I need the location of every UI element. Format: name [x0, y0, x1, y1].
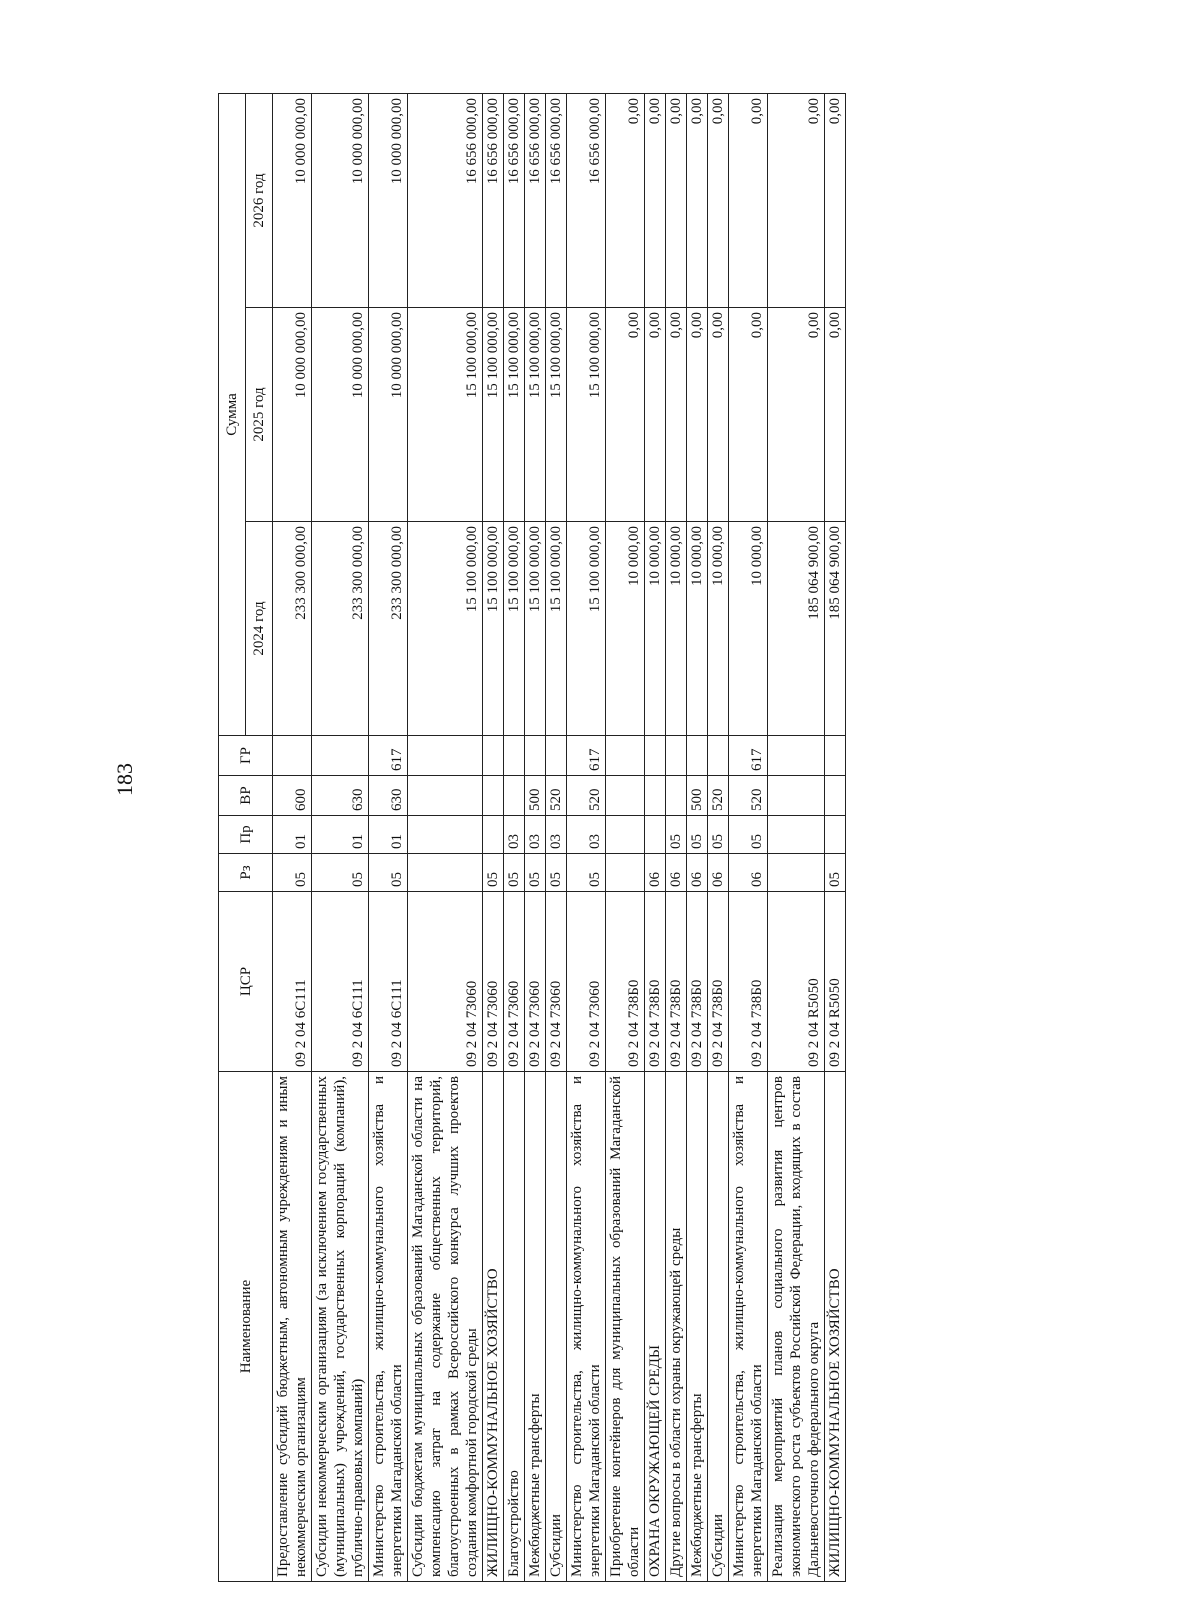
cell-sum-2025: 0,00: [825, 308, 846, 522]
cell-gr: [666, 736, 687, 776]
cell-sum-2026: 10 000 000,00: [273, 93, 312, 307]
cell-csr: 09 2 04 73060: [483, 892, 504, 1072]
cell-sum-2024: 185 064 900,00: [825, 522, 846, 736]
cell-vr: 520: [729, 776, 768, 816]
cell-sum-2024: 10 000,00: [606, 522, 645, 736]
table-row: [312, 93, 369, 1581]
cell-sum-2024: 10 000,00: [708, 522, 729, 736]
cell-sum-2025: 0,00: [768, 308, 825, 522]
cell-csr: 09 2 04 R5050: [768, 892, 825, 1072]
cell-sum-2026: 0,00: [666, 93, 687, 307]
cell-sum-2024: 185 064 900,00: [768, 522, 825, 736]
cell-sum-2026: 0,00: [825, 93, 846, 307]
cell-name: Министерство строительства, жилищно-коммунального хозяйства и энергетики Магаданской области: [567, 1072, 606, 1582]
cell-pr: [825, 816, 846, 854]
cell-csr: 09 2 04 73060: [546, 892, 567, 1072]
cell-name: Межбюджетные трансферты: [687, 1072, 708, 1582]
cell-pr: 03: [567, 816, 606, 854]
cell-sum-2024: 10 000,00: [645, 522, 666, 736]
cell-csr: 09 2 04 738Б0: [708, 892, 729, 1072]
cell-vr: [666, 776, 687, 816]
cell-vr: 500: [687, 776, 708, 816]
cell-rz: 06: [729, 854, 768, 892]
cell-sum-2026: 10 000 000,00: [312, 93, 369, 307]
cell-sum-2024: 15 100 000,00: [567, 522, 606, 736]
cell-csr: 09 2 04 73060: [525, 892, 546, 1072]
cell-rz: 05: [483, 854, 504, 892]
cell-sum-2026: 16 656 000,00: [504, 93, 525, 307]
cell-gr: [525, 736, 546, 776]
cell-sum-2024: 233 300 000,00: [312, 522, 369, 736]
cell-sum-2025: 15 100 000,00: [504, 308, 525, 522]
table-row: [546, 93, 567, 1581]
cell-pr: 05: [666, 816, 687, 854]
cell-pr: 03: [546, 816, 567, 854]
cell-sum-2026: 16 656 000,00: [483, 93, 504, 307]
header-rz: Рз: [219, 854, 273, 892]
cell-pr: 05: [687, 816, 708, 854]
cell-rz: 05: [546, 854, 567, 892]
table-row: [729, 93, 768, 1581]
cell-name: ЖИЛИЩНО-КОММУНАЛЬНОЕ ХОЗЯЙСТВО: [483, 1072, 504, 1582]
header-row: [219, 93, 246, 1581]
cell-rz: 05: [825, 854, 846, 892]
table-body: [273, 93, 846, 1581]
cell-pr: [645, 816, 666, 854]
cell-csr: 09 2 04 6С111: [312, 892, 369, 1072]
cell-vr: 520: [567, 776, 606, 816]
cell-csr: 09 2 04 738Б0: [729, 892, 768, 1072]
cell-name: Министерство строительства, жилищно-коммунального хозяйства и энергетики Магаданской области: [729, 1072, 768, 1582]
cell-vr: 630: [369, 776, 408, 816]
cell-sum-2026: 10 000 000,00: [369, 93, 408, 307]
header-vr: ВР: [219, 776, 273, 816]
cell-gr: 617: [369, 736, 408, 776]
cell-gr: [606, 736, 645, 776]
table-row: [483, 93, 504, 1581]
cell-name: Другие вопросы в области охраны окружающей среды: [666, 1072, 687, 1582]
cell-gr: [687, 736, 708, 776]
cell-sum-2026: 16 656 000,00: [546, 93, 567, 307]
page-number: 183: [112, 763, 137, 796]
cell-sum-2025: 15 100 000,00: [408, 308, 483, 522]
cell-name: Субсидии: [708, 1072, 729, 1582]
cell-name: Субсидии некоммерческим организациям (за исключением государственных (муниципальных) учреждений, государственных корпораций (компаний), публично-правовых компаний): [312, 1072, 369, 1582]
cell-pr: 01: [273, 816, 312, 854]
header-csr: ЦСР: [219, 892, 273, 1072]
cell-pr: [483, 816, 504, 854]
cell-csr: 09 2 04 73060: [408, 892, 483, 1072]
table-row: [606, 93, 645, 1581]
cell-sum-2025: 15 100 000,00: [483, 308, 504, 522]
cell-sum-2024: 15 100 000,00: [504, 522, 525, 736]
header-2024: 2024 год: [246, 522, 273, 736]
cell-sum-2026: 0,00: [606, 93, 645, 307]
cell-vr: [504, 776, 525, 816]
cell-csr: 09 2 04 738Б0: [687, 892, 708, 1072]
cell-sum-2026: 0,00: [645, 93, 666, 307]
cell-sum-2026: 0,00: [768, 93, 825, 307]
cell-pr: 03: [504, 816, 525, 854]
cell-name: Межбюджетные трансферты: [525, 1072, 546, 1582]
header-2026: 2026 год: [246, 93, 273, 307]
cell-sum-2024: 233 300 000,00: [273, 522, 312, 736]
cell-csr: 09 2 04 6С111: [369, 892, 408, 1072]
cell-sum-2025: 0,00: [666, 308, 687, 522]
cell-csr: 09 2 04 73060: [504, 892, 525, 1072]
cell-sum-2024: 10 000,00: [729, 522, 768, 736]
cell-gr: [645, 736, 666, 776]
table-row: [645, 93, 666, 1581]
cell-rz: 06: [645, 854, 666, 892]
cell-sum-2025: 10 000 000,00: [312, 308, 369, 522]
cell-pr: [768, 816, 825, 854]
cell-name: Приобретение контейнеров для муниципальных образований Магаданской области: [606, 1072, 645, 1582]
cell-pr: 05: [729, 816, 768, 854]
table-row: [408, 93, 483, 1581]
cell-gr: [708, 736, 729, 776]
cell-name: Субсидии бюджетам муниципальных образований Магаданской области на компенсацию затрат на содержание общественных территорий, благоустроенных в рамках Всероссийского конкурса лучших проектов создания комфортной городской среды: [408, 1072, 483, 1582]
cell-sum-2024: 233 300 000,00: [369, 522, 408, 736]
header-2025: 2025 год: [246, 308, 273, 522]
cell-vr: 600: [273, 776, 312, 816]
cell-sum-2025: 0,00: [729, 308, 768, 522]
cell-sum-2026: 16 656 000,00: [567, 93, 606, 307]
table-row: [687, 93, 708, 1581]
cell-name: ЖИЛИЩНО-КОММУНАЛЬНОЕ ХОЗЯЙСТВО: [825, 1072, 846, 1582]
cell-gr: [546, 736, 567, 776]
cell-vr: 520: [546, 776, 567, 816]
cell-csr: 09 2 04 6С111: [273, 892, 312, 1072]
cell-sum-2024: 15 100 000,00: [525, 522, 546, 736]
cell-csr: 09 2 04 738Б0: [666, 892, 687, 1072]
table-row: [825, 93, 846, 1581]
cell-vr: [408, 776, 483, 816]
cell-name: Министерство строительства, жилищно-коммунального хозяйства и энергетики Магаданской области: [369, 1072, 408, 1582]
table-row: [525, 93, 546, 1581]
cell-gr: 617: [729, 736, 768, 776]
cell-gr: 617: [567, 736, 606, 776]
cell-sum-2025: 0,00: [708, 308, 729, 522]
cell-rz: [606, 854, 645, 892]
cell-gr: [504, 736, 525, 776]
cell-rz: [408, 854, 483, 892]
cell-rz: 05: [567, 854, 606, 892]
rotated-page-content: [218, 94, 1128, 1582]
cell-vr: [825, 776, 846, 816]
cell-gr: [312, 736, 369, 776]
cell-vr: 520: [708, 776, 729, 816]
cell-gr: [408, 736, 483, 776]
cell-sum-2025: 0,00: [687, 308, 708, 522]
cell-sum-2024: 15 100 000,00: [408, 522, 483, 736]
cell-sum-2026: 0,00: [729, 93, 768, 307]
cell-sum-2025: 0,00: [645, 308, 666, 522]
table-row: [666, 93, 687, 1581]
cell-sum-2024: 10 000,00: [666, 522, 687, 736]
table-row: [369, 93, 408, 1581]
cell-rz: 05: [525, 854, 546, 892]
cell-rz: 05: [273, 854, 312, 892]
cell-sum-2026: 0,00: [708, 93, 729, 307]
cell-csr: 09 2 04 738Б0: [606, 892, 645, 1072]
header-gr: ГР: [219, 736, 273, 776]
table-row: [504, 93, 525, 1581]
cell-vr: [768, 776, 825, 816]
cell-rz: 05: [504, 854, 525, 892]
cell-pr: 03: [525, 816, 546, 854]
budget-table: [218, 93, 846, 1582]
cell-gr: [273, 736, 312, 776]
cell-gr: [768, 736, 825, 776]
cell-sum-2026: 16 656 000,00: [408, 93, 483, 307]
cell-name: Субсидии: [546, 1072, 567, 1582]
cell-vr: 500: [525, 776, 546, 816]
cell-pr: 01: [369, 816, 408, 854]
cell-rz: 05: [369, 854, 408, 892]
header-pr: Пр: [219, 816, 273, 854]
cell-name: Предоставление субсидий бюджетным, автономным учреждениям и иным некоммерческим организациям: [273, 1072, 312, 1582]
table-row: [567, 93, 606, 1581]
cell-sum-2025: 10 000 000,00: [273, 308, 312, 522]
cell-rz: 06: [666, 854, 687, 892]
cell-sum-2025: 10 000 000,00: [369, 308, 408, 522]
cell-vr: [606, 776, 645, 816]
cell-sum-2024: 15 100 000,00: [546, 522, 567, 736]
table-row: [273, 93, 312, 1581]
cell-rz: 05: [312, 854, 369, 892]
cell-sum-2025: 15 100 000,00: [546, 308, 567, 522]
cell-csr: 09 2 04 73060: [567, 892, 606, 1072]
cell-rz: 06: [687, 854, 708, 892]
cell-sum-2025: 15 100 000,00: [567, 308, 606, 522]
header-name: Наименование: [219, 1072, 273, 1582]
cell-sum-2024: 15 100 000,00: [483, 522, 504, 736]
cell-name: Благоустройство: [504, 1072, 525, 1582]
cell-vr: [645, 776, 666, 816]
cell-csr: 09 2 04 R5050: [825, 892, 846, 1072]
cell-vr: 630: [312, 776, 369, 816]
cell-pr: 01: [312, 816, 369, 854]
cell-pr: [408, 816, 483, 854]
cell-pr: [606, 816, 645, 854]
cell-rz: 06: [708, 854, 729, 892]
cell-sum-2026: 16 656 000,00: [525, 93, 546, 307]
cell-gr: [825, 736, 846, 776]
cell-sum-2026: 0,00: [687, 93, 708, 307]
cell-name: Реализация мероприятий планов социального развития центров экономического роста субъектов Российской Федерации, входящих в состав Дальневосточного федерального округа: [768, 1072, 825, 1582]
cell-gr: [483, 736, 504, 776]
cell-pr: 05: [708, 816, 729, 854]
cell-rz: [768, 854, 825, 892]
cell-sum-2024: 10 000,00: [687, 522, 708, 736]
cell-csr: 09 2 04 738Б0: [645, 892, 666, 1072]
table-row: [708, 93, 729, 1581]
cell-name: ОХРАНА ОКРУЖАЮЩЕЙ СРЕДЫ: [645, 1072, 666, 1582]
header-sum: Сумма: [219, 93, 246, 735]
cell-sum-2025: 15 100 000,00: [525, 308, 546, 522]
cell-sum-2025: 0,00: [606, 308, 645, 522]
cell-vr: [483, 776, 504, 816]
table-row: [768, 93, 825, 1581]
